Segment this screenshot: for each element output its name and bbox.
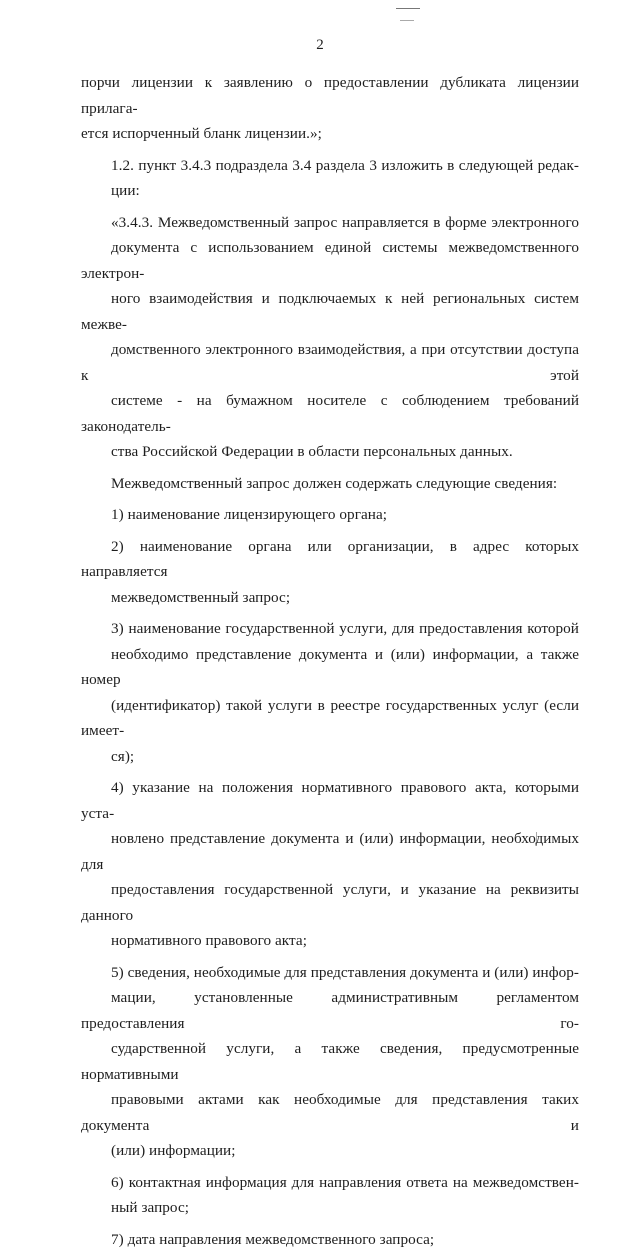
paragraph <box>81 775 579 954</box>
paragraph <box>81 210 579 465</box>
text-line: 7) дата направления межведомственного запроса; <box>111 1230 435 1248</box>
text-line: сударственной услуги, а также сведения, предусмотренные нормативными <box>81 1040 579 1083</box>
text-line: порчи лицензии к заявлению о предоставлении дубликата лицензии прилага- <box>81 74 579 117</box>
text-line: 6) контактная информация для направления ответа на межведомствен- <box>111 1173 579 1191</box>
scan-mark <box>396 8 420 9</box>
scan-mark <box>400 20 414 21</box>
text-line: правовыми актами как необходимые для представления таких документа и <box>81 1091 579 1134</box>
paragraph <box>81 960 579 1164</box>
text-line: 3) наименование государственной услуги, для предоставления которой <box>111 620 579 637</box>
text-line: 5) сведения, необходимые для представления документа и (или) инфор- <box>111 963 579 981</box>
text-line: ся); <box>111 747 135 765</box>
text-line: 4) указание на положения нормативного правового акта, которыми уста- <box>81 779 579 822</box>
text-line: ется испорченный бланк лицензии.»; <box>81 125 322 142</box>
body-text <box>81 70 579 1258</box>
paragraph <box>81 471 579 497</box>
text-line: необходимо представление документа и (или) информации, а также номер <box>81 645 579 688</box>
text-line: домственного электронного взаимодействия, а при отсутствии доступа к этой <box>81 341 579 384</box>
text-line: ции: <box>111 182 140 199</box>
text-line: 1) наименование лицензирующего органа; <box>111 506 388 523</box>
text-line: документа с использованием единой системы межведомственного электрон- <box>81 239 579 282</box>
text-line: мации, установленные административным регламентом предоставления го- <box>81 989 579 1032</box>
text-line: новлено представление документа и (или) информации, необходимых для <box>81 830 579 873</box>
text-line: системе - на бумажном носителе с соблюдением требований законодатель- <box>81 392 579 435</box>
text-line: ного взаимодействия и подключаемых к ней региональных систем межве- <box>81 290 579 333</box>
text-line: (или) информации; <box>111 1142 236 1159</box>
text-line: ный запрос; <box>111 1199 190 1216</box>
paragraph <box>81 534 579 611</box>
paragraph <box>81 153 579 204</box>
text-line: «3.4.3. Межведомственный запрос направляется в форме электронного <box>111 213 579 231</box>
page-number: 2 <box>316 37 324 53</box>
text-line: предоставления государственной услуги, и указание на реквизиты данного <box>81 881 579 924</box>
text-line: нормативного правового акта; <box>111 932 307 949</box>
text-line: 1.2. пункт 3.4.3 подраздела 3.4 раздела 3 изложить в следующей редак- <box>111 156 579 174</box>
text-line: межведомственный запрос; <box>111 588 291 606</box>
paragraph <box>81 502 579 528</box>
paragraph <box>81 1170 579 1221</box>
text-line: Межведомственный запрос должен содержать следующие сведения: <box>111 474 558 492</box>
paragraph <box>81 70 579 147</box>
paragraph <box>81 1227 579 1253</box>
text-line: (идентификатор) такой услуги в реестре государственных услуг (если имеет- <box>81 696 579 739</box>
paragraph <box>81 616 579 769</box>
text-line: 2) наименование органа или организации, в адрес которых направляется <box>81 537 579 580</box>
text-line: ства Российской Федерации в области персональных данных. <box>111 443 513 460</box>
